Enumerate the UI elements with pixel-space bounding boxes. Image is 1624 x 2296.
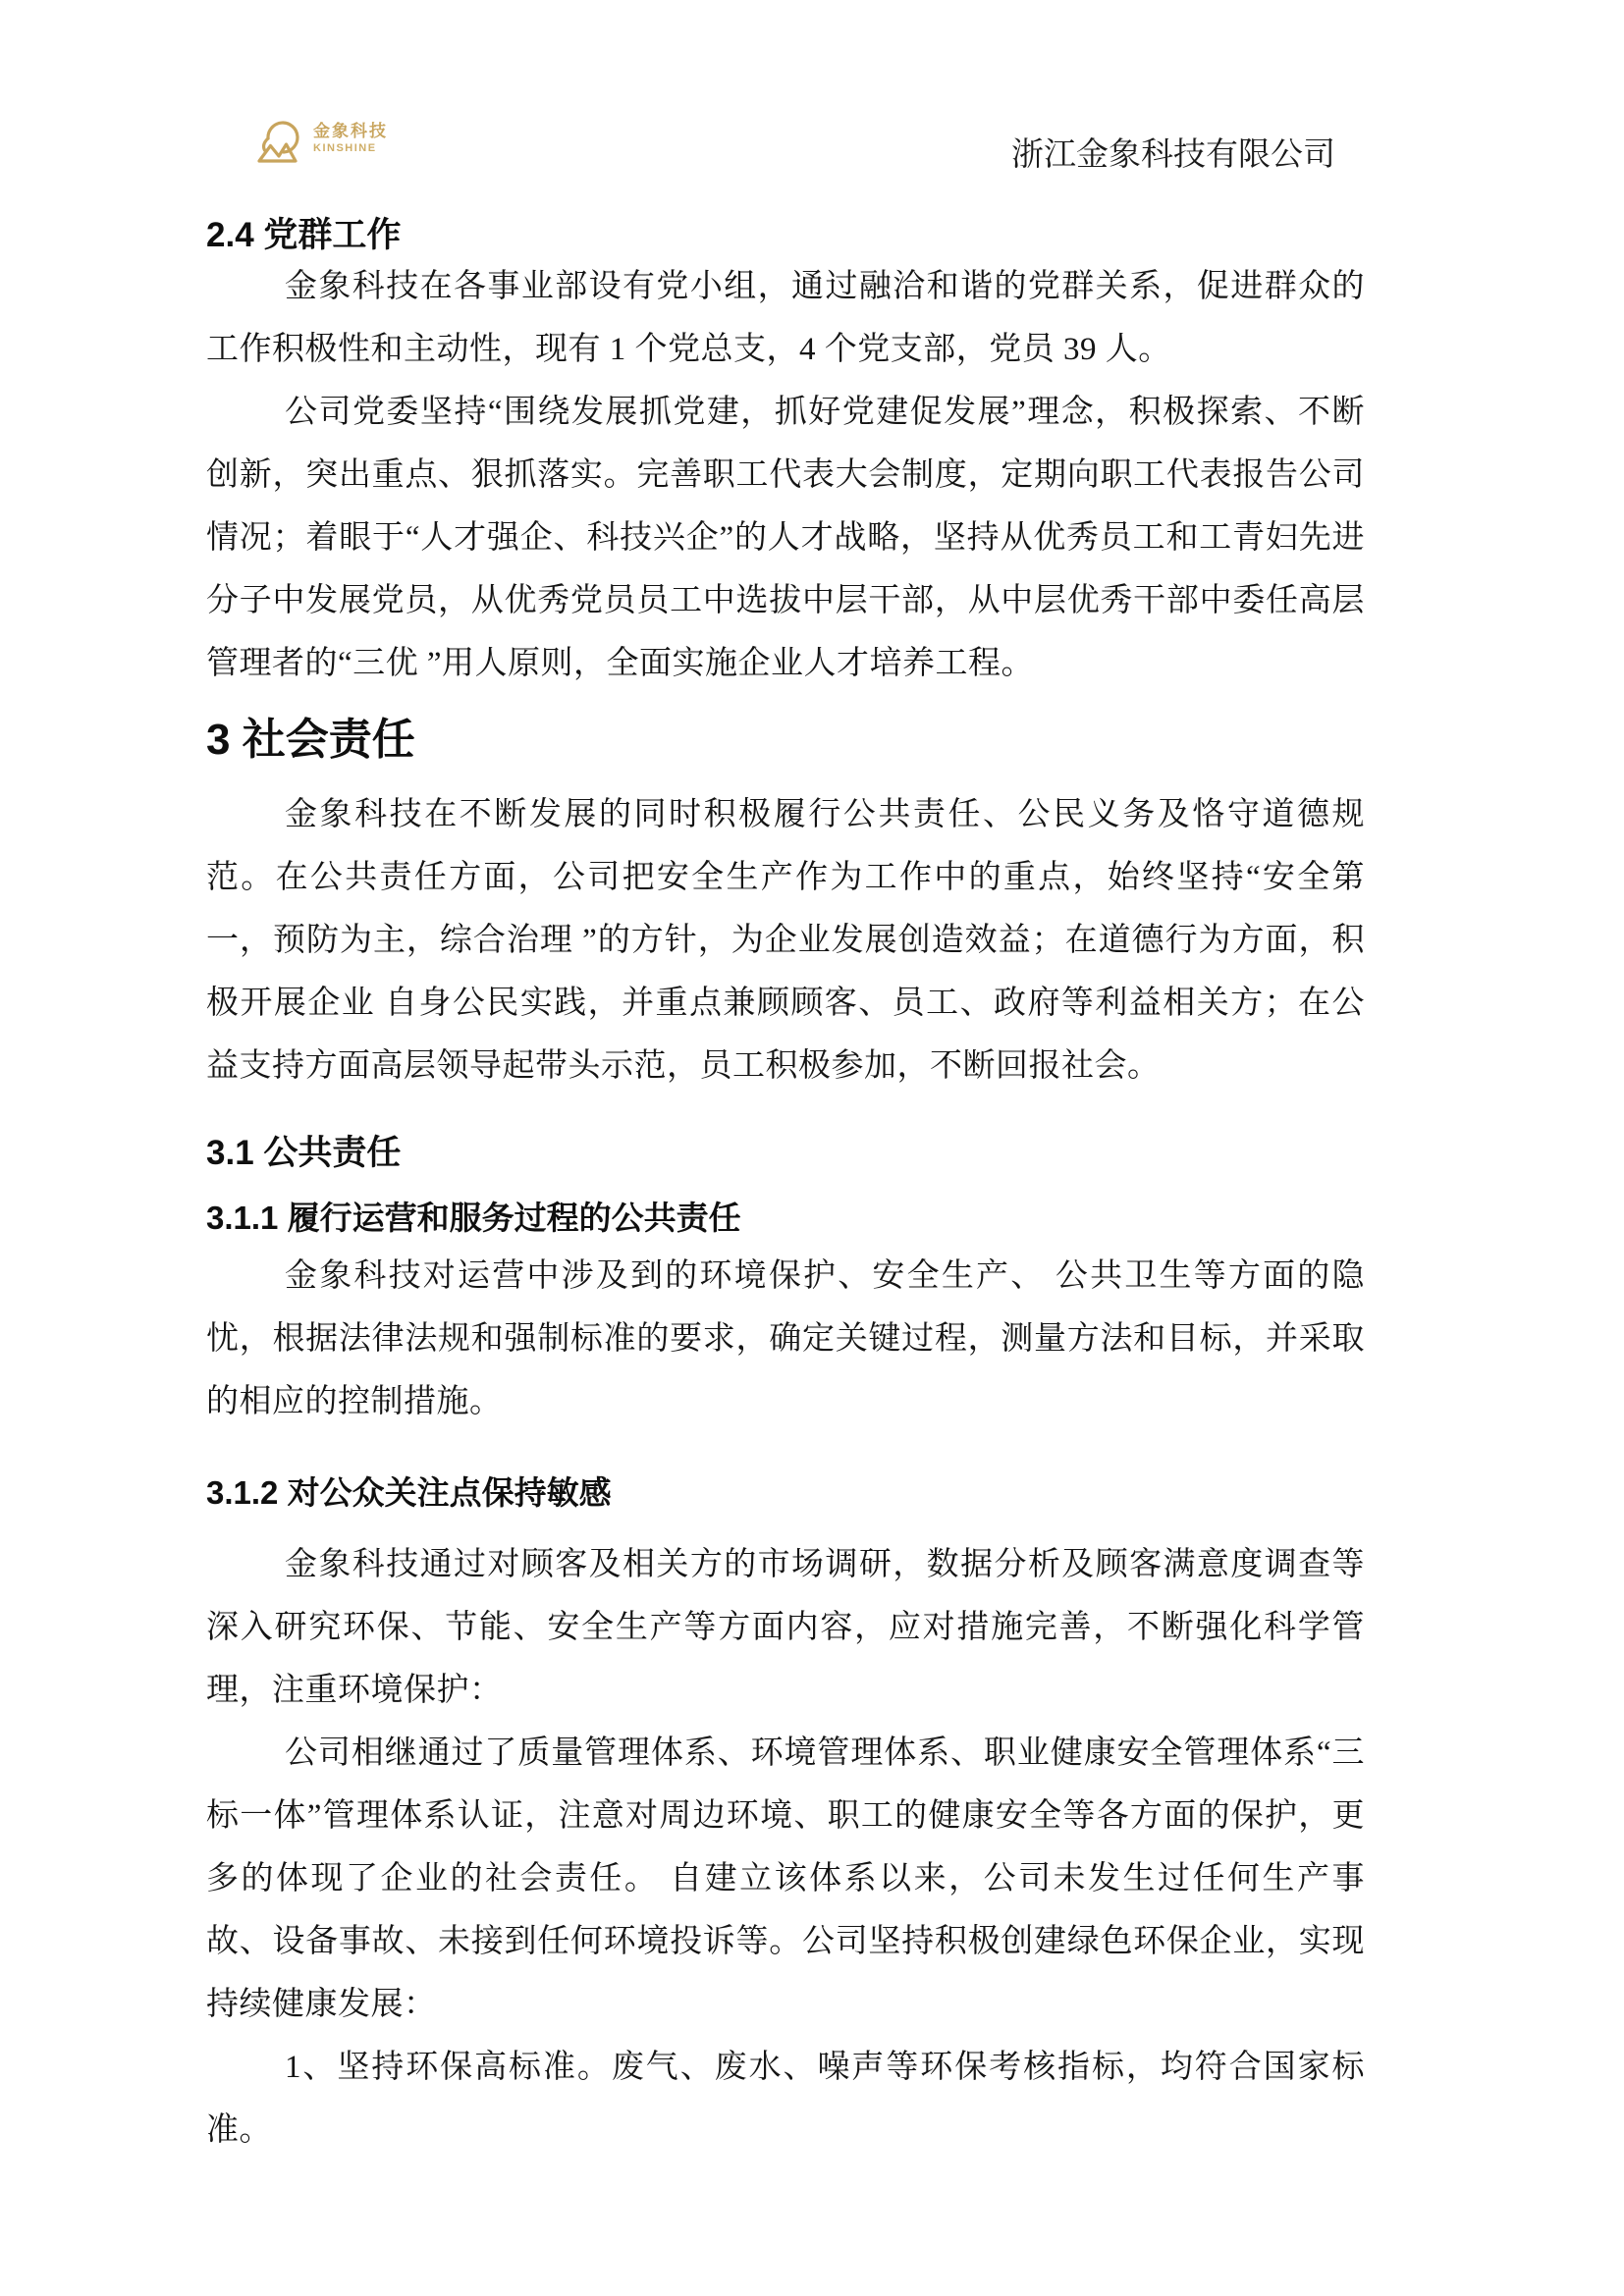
logo-brand-en: KINSHINE (313, 141, 377, 154)
paragraph-3-1-2-list-item-1: 1、坚持环保高标准。废气、废水、噪声等环保考核指标，均符合国家标准。 (206, 2050, 1365, 2148)
paragraph-social-responsibility-intro: 金象科技在不断发展的同时积极履行公共责任、公民义务及恪守道德规范。在公共责任方面，公司把安全生产作为工作中的重点，始终坚持“安全第一，预防为主，综合治理 ”的方针，为企业发展创造效益；在道德行为方面，积极开展企业 自身公民实践，并重点兼顾顾客、员工、政府等利益相关方；在公益支持方面高层领导起带头示范，员工积极参加，不断回报社会。 (206, 797, 1365, 1084)
logo-brand-cn: 金象科技 (313, 121, 388, 140)
logo-wordmark (313, 123, 388, 154)
paragraph-3-1-2-body-1: 金象科技通过对顾客及相关方的市场调研，数据分析及顾客满意度调查等深入研究环保、节能、安全生产等方面内容，应对措施完善，不断强化科学管理，注重环境保护： (206, 1547, 1365, 1708)
paragraph-party-group-1: 金象科技在各事业部设有党小组，通过融洽和谐的党群关系，促进群众的工作积极性和主动性，现有 1 个党总支，4 个党支部，党员 39 人。 (206, 269, 1365, 367)
header-company-name: 浙江金象科技有限公司 (1011, 137, 1335, 173)
heading-3-social-responsibility: 3 社会责任 (206, 716, 415, 764)
company-logo (253, 110, 388, 166)
heading-3-1-2-public-concern-sensitivity: 3.1.2 对公众关注点保持敏感 (206, 1474, 612, 1511)
heading-3-1-public-responsibility: 3.1 公共责任 (206, 1134, 402, 1172)
paragraph-3-1-2-body-2: 公司相继通过了质量管理体系、环境管理体系、职业健康安全管理体系“三标一体”管理体系认证，注意对周边环境、职工的健康安全等各方面的保护，更多的体现了企业的社会责任。 自建立该体系以来，公司未发生过任何生产事故、设备事故、未接到任何环境投诉等。公司坚持积极创建绿色环保企业，实现持续健康发展： (206, 1735, 1365, 2022)
heading-3-1-1-operation-service-responsibility: 3.1.1 履行运营和服务过程的公共责任 (206, 1200, 741, 1236)
paragraph-party-group-2: 公司党委坚持“围绕发展抓党建，抓好党建促发展”理念，积极探索、不断创新，突出重点、狠抓落实。完善职工代表大会制度，定期向职工代表报告公司情况；着眼于“人才强企、科技兴企”的人才战略，坚持从优秀员工和工青妇先进分子中发展党员，从优秀党员员工中选拔中层干部，从中层优秀干部中委任高层管理者的“三优 ”用人原则，全面实施企业人才培养工程。 (206, 395, 1365, 681)
page-header (206, 110, 1365, 172)
heading-2-4-party-group-work: 2.4 党群工作 (206, 216, 402, 254)
elephant-logo-icon (253, 110, 306, 166)
paragraph-3-1-1-body: 金象科技对运营中涉及到的环境保护、安全生产、 公共卫生等方面的隐忧，根据法律法规和强制标准的要求，确定关键过程，测量方法和目标，并采取的相应的控制措施。 (206, 1258, 1365, 1419)
document-body (206, 216, 1365, 2162)
